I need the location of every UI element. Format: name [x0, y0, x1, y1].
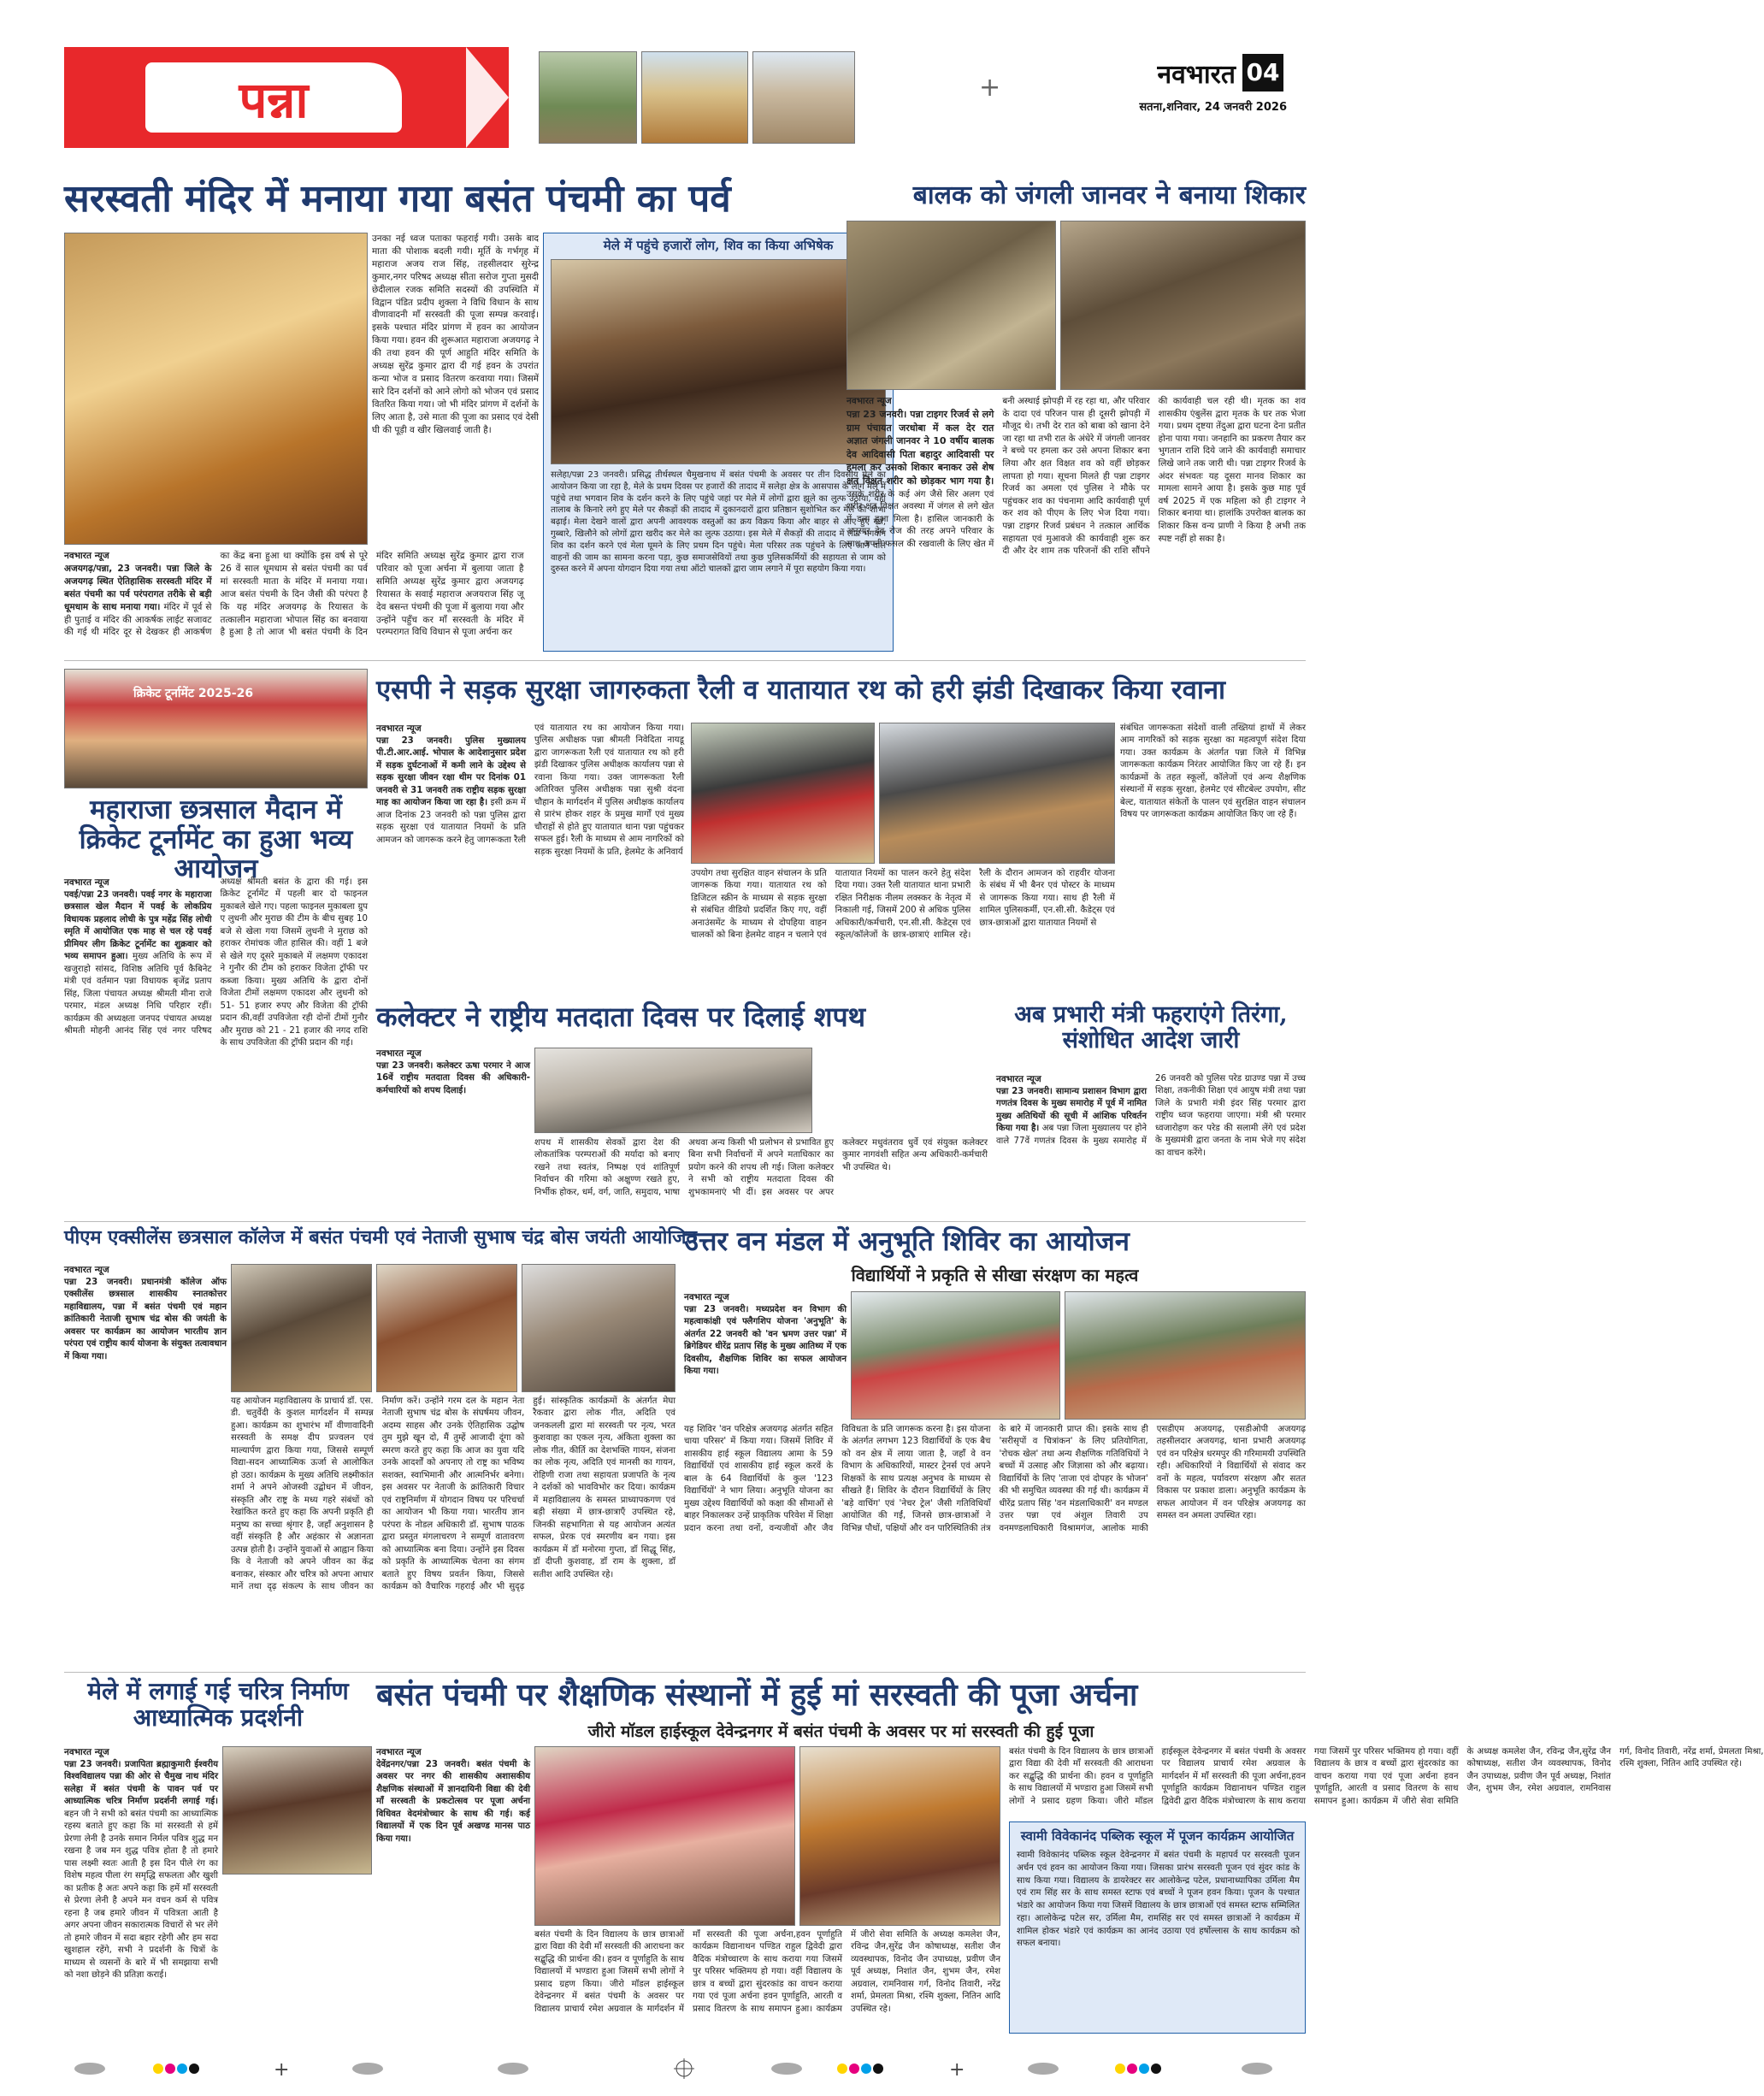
s5-photo-rally-1 — [691, 723, 875, 864]
s5-byline: नवभारत न्यूज — [376, 723, 422, 734]
s4-headline: महाराजा छत्रसाल मैदान में क्रिकेट टूर्नामेंट का हुआ भव्य आयोजन — [79, 794, 353, 885]
registration-marks-bottom — [0, 2048, 1368, 2093]
badge-arrow — [466, 47, 509, 148]
s10-lead: पन्ना 23 जनवरी। प्रजापिता ब्रह्माकुमारी ईश्वरीय विश्वविद्यालय पन्ना की ओर से चैमुख नाथ मंदिर सलेहा में बसंत पंचमी के पावन पर्व पर आध्यात्मिक चरित्र निर्माण प्रदर्शनी लगाई गई। — [64, 1759, 218, 1807]
s3-para-1: उसके शरीर के कई अंग जैसे सिर अलग एवं शरीर क्षत विक्षत अवस्था में जंगल से लगे खेत में डला हुआ मिला है। हासिल जानकारी के अनुसार देव रोज की तरह अपने परिवार के साथ अपनी फसल की रखवाली के लिए खेत में बनी अस्थाई झोपड़ी में रह रहा था, और परिवार के दादा एवं परिजन पास ही दूसरी झोपड़ी में मौजूद थे। तभी देर रात को बाबा को खाना देने जा रहा था तभी रात के अंधेरे में जंगली जानवर ने बच्चे पर हमला कर उसे अपना शिकार बना लिया और क्षत विक्षत शव को वहीं छोड़कर लापता हो गया। सूचना मिलते ही पन्ना टाइगर रिजर्व का अमला एवं पुलिस ने मौके पर पहुंचकर शव का पंचनामा आदि कार्यवाही पूर्ण कर शव को पीएम के लिए भेज दिया गया। पन्ना टाइगर रिजर्व प्रबंधन ने तत्काल आर्थिक सहायता एवं मुआवजे की कार्यवाही शुरू कर दी और देर शाम तक परिजनों की — [847, 396, 1150, 557]
s1-headline: सरस्वती मंदिर में मनाया गया बसंत पंचमी का पर्व — [64, 177, 731, 221]
s9-photo-camp-2 — [1065, 1291, 1306, 1420]
section-badge — [64, 47, 509, 148]
s5-lead: पन्ना 23 जनवरी। पुलिस मुख्यालय पी.टी.आर.आई. भोपाल के आदेशानुसार प्रदेश में सड़क दुर्घटनाओं में कमी लाने के उद्देश्य से सड़क सुरक्षा जीवन रक्षा थीम पर दिनांक 01 जनवरी से 31 जनवरी तक राष्ट्रीय सड़क सुरक्षा माह का आयोजन किया जा रहा है। — [376, 735, 526, 808]
s11-box — [1009, 1821, 1306, 2034]
svg-text:+: + — [274, 2059, 290, 2081]
s8-byline: नवभारत न्यूज — [64, 1265, 109, 1275]
masthead-photo-palace — [641, 51, 748, 144]
s3-text — [847, 395, 1306, 652]
s8-headline: पीएम एक्सीलेंस छत्रसाल कॉलेज में बसंत पंचमी एवं नेताजी सुभाष चंद्र बोस जयंती आयोजित — [64, 1226, 698, 1249]
s4-para-1: मुख्य अतिथि के रूप में खजुराहो सांसद, विशिष्ठ अतिथि पूर्व कैबिनेट मंत्री एवं वर्तमान पन्ना विधायक बृजेंद्र प्रताप सिंह, जिला पंचायत अध्यक्ष श्रीमती मीना राजे परमार, मंडल अध्यक्ष निधि परिहार रहीं। कार्यक्रम की अध्यक्षता जनपद पंचायत अध्यक्ष श्रीमती मोहनी आनंद सिंह एवं नगर परिषद अध्यक्ष श्रीमती बसंत के द्वारा की गई। इस क्रिकेट टूर्नामेंट में पहली बार दो फाइनल मुकाबले खेले गए। पहला फाइनल मुकाबला ग्रुप ए लुधनी और मुराछ की टीम के बीच सुबह 10 बजे से खेला गया जिसमें लुधनी ने मुराछ को हराकर रोमांचक जीत हासिल की। वहीं 1 बजे से खेले गए दूसरे मुकाबले में लक्षमण एकादश ने गुनौर की टीम को हराकर विजेता ट्रॉफी पर कब्जा किया। मुख्य अतिथि के द्वारा दोनों विजेता टीमों लक्षमण एकादश और लुधनी को 51- 51 हजार रुपए और विजेता की ट्रॉफी प्रदान की,वहीं उपविजेता रही दोनों टीमों गुनौर और मुराछ को 21 - 21 हजार की नगद राशि के साथ उपविजेता की ट्रॉफी प्रदान की गई। — [64, 877, 368, 1048]
s9-lead: पन्ना 23 जनवरी। मध्यप्रदेश वन विभाग की महत्वाकांक्षी एवं फ्लैगशिप योजना 'अनुभूति' के अंतर्गत 22 जनवरी को 'वन भ्रमण उत्तर पन्ना' में ब्रिगेडियर धीरेंद्र प्रताप सिंह के मुख्य आतिथ्य में एक दिवसीय, शैक्षणिक शिविर का सफल आयोजन किया गया। — [684, 1304, 847, 1377]
s10-headline: मेले में लगाई गई चरित्र निर्माण आध्यात्मिक प्रदर्शनी — [87, 1677, 349, 1733]
s5-para-1: इसी क्रम में आज दिनांक 23 जनवरी को पन्ना पुलिस द्वारा सड़क सुरक्षा एवं यातायात नियमों के प्रति आमजन को जागरूक करने हेतु जागरूकता रैली एवं यातायात रथ का आयोजन किया गया। पुलिस अधीक्षक पन्ना श्रीमती निवेदिता नायडू द्वारा जागरूकता रैली एवं यातायात रथ को हरी झंडी दिखाकर पुलिस अधीक्षक कार्यालय पन्ना से रवाना किया गया। उक्त जागरूकता रैली अतिरिक्त पुलिस अधीक्षक पन्ना सुश्री वंदना चौहान के मार्गदर्शन में पुलिस अधीक्षक कार्यालय से प्रारंभ होकर शहर के प्रमुख मार्गों एवं मुख्य चौराहों से होते हुए यातायात थाना पन्ना पहुंचकर सफल हुई। रैली के माध्यम से आम नागरिकों को सड़क सुरक्षा नियमों के प्रति, हेलमेट के अनिवार्य — [376, 723, 684, 857]
s1-para-1: मंदिर में पूर्व से ही पुताई व मंदिर की आकर्षक लाईट सजावट की गई थी मंदिर दूर से देखकर ही आकर्षण का केंद्र बना हुआ था क्योंकि इस वर्ष से पूरे 26 वें साल धूमधाम से बसंत पंचमी का पर्व मां सरस्वती माता के मंदिर में मनाया गया। आज बसंत पंचमी के दिन जैसी की परंपरा है कि यह मंदिर अजयगढ़ के रियासत के तत्कालीन महाराजा भोपाल सिंह का बनवाया है हुआ है तो आज भी बसंत पंचमी के दिन मंदिर समिति अध्यक्ष सुरेंद्र कुमार द्वारा राज परिवार को पूजा अर्चना में बुलाया जाता है समिति अध्यक्ष सुरेंद्र कुमार द्वारा अजयगढ़ रियासत के सवाई महाराज अजयराज सिंह जू देव बसन्त पंचमी की पूजा में बुलाया गया और उन्होंने पहुँच कर माँ सरस्वती के मंदिर में परम्परागत विधि विधान से पूजा अर्चना कर — [64, 551, 524, 638]
s8-para-1: यह आयोजन महाविद्यालय के प्राचार्य डॉ. एस. डी. चतुर्वेदी के कुशल मार्गदर्शन में सम्पन्न हुआ। कार्यक्रम का शुभारंभ माँ वीणावादिनी सरस्वती के समक्ष दीप प्रज्वलन एवं माल्यार्पण द्वारा किया गया, जिससे सम्पूर्ण विद्या-सदन आध्यात्मिक ऊर्जा से आलोकित हो उठा। कार्यक्रम के मुख्य अतिथि लक्ष्मीकांत शर्मा ने अपने ओजस्वी उद्बोधन में जीवन, संस्कृति और राष्ट्र के मध्य गहरे संबंधों को रेखांकित करते हुए कहा कि अपनी प्रकृति ही मनुष्य का सच्चा श्रृंगार है, जहाँ अनुशासन है वहीं संस्कृति है और अहंकार से अज्ञानता उत्पन्न होती है। उन्होंने युवाओं से आह्वान किया कि वे नेताजी को अपने जीवन का केंद्र बनाकर, संस्कार और चरित्र को अपना आधार मानें तथा दृढ़ संकल्प के साथ जीवन का निर्माण करें। उन्होंने गरम दल के महान नेता नेताजी सुभाष चंद्र बोस के संघर्षमय जीवन, अदम्य साहस और उनके ऐतिहासिक उद्घोष तुम मुझे खून दो, मैं तुम्हें आजादी दूंगा को स्मरण करते हुए कहा कि आज का युवा यदि उनके आदर्शों को अपनाए तो राष्ट्र का भविष्य सशक्त, स्वाभिमानी और आत्मनिर्भर बनेगा। इस अवसर पर नेताजी के क्रांतिकारी विचार एवं राष्ट्रनिर्माण में योगदान विषय पर परिचर्चा का आयोजन भी किया गया। भारतीय ज्ञान परंपरा के नोडल अधिकारी डॉ. सुभाष पाठक द्वारा प्रस्तुत मंगलाचरण ने सम्पूर्ण वातावरण को आध्यात्मिक बना दिया। उन्होंने इस दिवस को प्रकृति के आध्यात्मिक चेतना का संगम बताते हुए विषय प्रवर्तन किया, जिससे कार्यक्रम को वैचारिक गहराई और भी सुदृढ़ हुई। सांस्कृतिक कार्यक्रमों के अंतर्गत मेघा रैकवार द्वारा लोक गीत, अदिति एवं जनकलली द्वारा मां सरस्वती पर नृत्य, भरत कुशवाहा का एकल नृत्य, अंकिता शुक्ला का लोक गीत, कीर्ति का देशभक्ति गायन, संजना का लोक नृत्य, अदिति एवं मानसी का गायन, रोहिणी राजा तथा सहायता प्रजापति के नृत्य ने दर्शकों को भावविभोर कर दिया। कार्यक्रम में महाविद्यालय के समस्त प्राध्यापकगण एवं बड़ी संख्या में छात्र-छात्राएँ उपस्थित रहे, जिनकी सहभागिता से यह आयोजन अत्यंत सफल, प्रेरक एवं स्मरणीय बन गया। इस कार्यक्रम में डॉ मनोरमा गुप्ता, डॉ सिद्धू सिंह, डॉ दीप्ती कुशवाह, डॉ राम के शुक्ला, डॉ सतीश आदि उपस्थित रहे। — [231, 1396, 676, 1592]
page-number: 04 — [1242, 54, 1283, 92]
s1-byline: नवभारत न्यूज — [64, 551, 109, 561]
s8-photo-college-3 — [522, 1264, 676, 1392]
s3-photo-field — [847, 221, 1056, 390]
s6-photo-oath — [534, 1048, 812, 1133]
s10-text-a — [64, 1746, 218, 2033]
s6-para-1: शपथ में शासकीय सेवकों द्वारा देश की लोकतांत्रिक परम्पराओं की मर्यादा को बनाए रखने तथा स्वतंत्र, निष्पक्ष एवं शांतिपूर्ण निर्वाचन की गरिमा को अक्षुण्ण रखते हुए, निर्भीक होकर, धर्म, वर्ग, जाति, समुदाय, भाषा अथवा अन्य किसी भी प्रलोभन से प्रभावित हुए बिना सभी निर्वाचनों में अपने मताधिकार का प्रयोग करने की शपथ ली गई। जिला कलेक्टर ने सभी को राष्ट्रीय मतदाता दिवस की शुभकामनाएं भी दीं। इस अवसर पर अपर कलेक्टर मधुवंतराव धुर्वे एवं संयुक्त कलेक्टर कुमार नागवंशी सहित अन्य अधिकारी-कर्मचारी भी उपस्थित थे। — [534, 1138, 988, 1197]
s9-para-1: यह शिविर 'वन परिक्षेत्र अजयगढ़ अंतर्गत सहित चाया परिसर' में किया गया। जिसमें शिविर में शासकीय हाई स्कूल विद्यालय आमा के 59 विद्यार्थियों एवं शासकीय हाई स्कूल करवें के बाल के 64 विद्यार्थियों के कुल '123 विद्यार्थियों' ने भाग लिया। अनुभूति योजना का मुख्य उद्देश्य विद्यार्थियों को कक्षा की सीमाओं से बाहर निकालकर उन्हें प्राकृतिक परिवेश में शिक्षा प्रदान करना तथा वनों, वन्यजीवों और जैव विविधता के प्रति जागरूक करना है। इस योजना के अंतर्गत लगभग 123 विद्यार्थियों के एक बैच को वन क्षेत्र में लाया जाता है, जहाँ वे वन विभाग के अधिकारियों, मास्टर ट्रेनर्स एवं अपने शिक्षकों के साथ प्रत्यक्ष अनुभव के माध्यम से सीखते हैं। शिविर के दौरान विद्यार्थियों के लिए 'बड़े वाचिंग' एवं 'नेचर ट्रेल' जैसी गतिविधियाँ आयोजित की गईं, जिनसे छात्र-छात्राओं ने विभिन्न पौधों, पक्षियों और वन पारिस्थितिकी तंत्र के बारे में जानकारी प्राप्त की। इसके साथ ही 'सरीसृपों व चित्रांकन' के लिए प्रतियोगिता, 'रोचक खेल' तथा अन्य शैक्षणिक गतिविधियों ने बच्चों में उत्साह और जिज्ञासा को और बढ़ाया। विद्यार्थियों के लिए 'ताजा एवं दोपहर के भोजन' की भी समुचित व्यवस्था की गई थी। कार्यक्रम में धीरेंद्र प्रताप सिंह 'वन मंडलाधिकारी' वन मण्डल उत्तर पन्ना एवं अंशुल तिवारी उप वनमण्डलाधिकारी विश्रामगंज, आलोक माकी एसडीएम अजयगढ़, एसडीओपी अजयगढ़ तहसीलदार अजयगढ़, थाना प्रभारी अजयगढ़ एवं वन परिक्षेत्र धरमपुर की गरिमामयी उपस्थिति रही। अधिकारियों ने विद्यार्थियों से संवाद कर वनों के महत्व, पर्यावरण संरक्षण और सतत विकास पर प्रकाश डाला। अनुभूति कार्यक्रम के सफल आयोजन में वन परिक्षेत्र अजयगढ़ का समस्त वन अमला उपस्थित रहा। — [684, 1425, 1306, 1533]
s4-photo-cricket — [64, 669, 368, 788]
rule-1 — [64, 660, 1306, 661]
s11-box-title: स्वामी विवेकानंद पब्लिक स्कूल में पूजन कार्यक्रम आयोजित — [1020, 1828, 1295, 1844]
s5-text-a — [376, 723, 684, 996]
s9-photo-camp-1 — [851, 1291, 1060, 1420]
s5-text-c — [1120, 723, 1306, 996]
rule-3 — [64, 1672, 1306, 1673]
rule-2 — [64, 1221, 1306, 1222]
s6-byline: नवभारत न्यूज — [376, 1048, 422, 1059]
s3-headline: बालक को जंगली जानवर ने बनाया शिकार — [912, 180, 1306, 210]
s5-para-2: उपयोग तथा सुरक्षित वाहन संचालन के प्रति जागरूक किया गया। यातायात रथ को डिजिटल स्क्रीन के माध्यम से सड़क सुरक्षा से संबंधित वीडियो प्रदर्शित किए गए, वहीं अनाउंसमेंट के माध्यम से दोपहिया वाहन चालकों को बिना हेलमेट वाहन न चलाने एवं यातायात नियमों का पालन करने हेतु संदेश दिया गया। उक्त रैली यातायात थाना प्रभारी रक्षित निरीक्षक नीलम लक्स्कर के नेतृत्व में निकाली गई, जिसमें 200 से अधिक पुलिस अधिकारी/कर्मचारी, एन.सी.सी. कैडेट्स एवं स्कूल/कॉलेजों के छात्र-छात्राएं शामिल रहे। रैली के दौरान आमजन को राहवीर योजना के संबंध में भी बैनर एवं पोस्टर के माध्यम से जागरूक किया गया। साथ ही रैली में शामिल पुलिसकर्मी, एन.सी.सी. कैडेट्स एवं छात्र-छात्राओं द्वारा यातायात नियमों से — [691, 869, 1115, 941]
s3-para-2: राशि सौंपने की कार्यवाही चल रही थी। मृतक का शव शासकीय एंबुलेंस द्वारा मृतक के घर तक भेजा गया। प्रथम दृष्टया तेंदुआ द्वारा घटना देना प्रतीत होना पाया गया। जनहानि का प्रकरण तैयार कर भुगतान राशि दिये जाने की कार्यवाही समाचार लिखे जाने तक जारी थी। पन्ना टाइगर रिजर्व के अंदर संभवतः यह दूसरा मानव शिकार का मामला सामने आया है। इसके कुछ माह पूर्व वर्ष 2025 में एक महिला को ही टाइगर ने शिकार बनाया था। हालांकि उपरोक्त बालक का शिकार किस वन्य प्राणी ने किया है अभी तक स्पष्ट नहीं हो सका है। — [1113, 396, 1306, 557]
s6-text-a — [376, 1048, 530, 1214]
s4-text — [64, 877, 368, 1137]
masthead-photo-temple — [752, 51, 855, 144]
paper-name: नवभारत — [1157, 60, 1236, 90]
s11-lead: देवेंद्रनगर/पन्ना 23 जनवरी। बसंत पंचमी के अवसर पर नगर की शासकीय अशासकीय शैक्षणिक संस्थाओं में ज्ञानदायिनी विद्या की देवी माँ सरस्वती के प्रकटोत्सव पर पूजा अर्चना विधिवत वेदमंत्रोच्चार के साथ की गई। कई विद्यालयों में एक दिन पूर्व अखण्ड मानस पाठ किया गया। — [376, 1759, 530, 1844]
s10-photo-exhibition — [222, 1746, 372, 1875]
s11-subtitle: जीरो मॉडल हाईस्कूल देवेन्द्रनगर में बसंत पंचमी के अवसर पर मां सरस्वती की हुई पूजा — [587, 1722, 1094, 1741]
s7-headline: अब प्रभारी मंत्री फहराएंगे तिरंगा, संशोधित आदेश जारी — [1014, 1001, 1288, 1054]
s11-text-c — [1009, 1746, 1764, 1816]
s11-text-b — [534, 1929, 1000, 2034]
s3-lead: पन्ना 23 जनवरी। पन्ना टाइगर रिजर्व से लगे ग्राम पंचायत जरधोबा में कल देर रात अज्ञात जंगली जानवर ने 10 वर्षीय बालक देव आदिवासी पिता बहादुर आदिवासी पर हमला कर उसको शिकार बनाकर उसे शेष क्षत विक्षत शरीर को छोड़कर भाग गया है। — [847, 408, 994, 487]
s3-photo-crowd — [1060, 221, 1306, 390]
s8-lead: पन्ना 23 जनवरी। प्रधानमंत्री कॉलेज ऑफ एक्सीलेंस छत्रसाल शासकीय स्नातकोत्तर महाविद्यालय, पन्ना में बसंत पंचमी एवं महान क्रांतिकारी नेताजी सुभाष चंद्र बोस की जयंती के अवसर पर कार्यक्रम का आयोजन भारतीय ज्ञान परंपरा एवं राष्ट्रीय कार्य योजना के संयुक्त तत्वावधान में किया गया। — [64, 1277, 227, 1361]
s3-byline: नवभारत न्यूज — [847, 396, 892, 406]
s9-subtitle: विद्यार्थियों ने प्रकृति से सीखा संरक्षण का महत्व — [851, 1265, 1139, 1285]
crosshair-mark: + — [979, 73, 1001, 103]
s10-byline: नवभारत न्यूज — [64, 1747, 109, 1757]
s1-lead: अजयगढ़/पन्ना, 23 जनवरी। पन्ना जिले के अजयगढ़ स्थित ऐतिहासिक सरस्वती मंदिर में बसंत पंचमी का पर्व परंपरागत तरीके से बड़ी धूमधाम के साथ मनाया गया। — [64, 563, 212, 612]
s2-photo-fair — [551, 259, 886, 464]
s8-photo-college-2 — [376, 1264, 517, 1392]
s1-para-2: उनका नई ध्वज पताका फहराई गयी। उसके बाद माता की पोशाक बदली गयी। मूर्ति के गर्भगृह में महाराज अजय राज सिंह, तहसीलदार सुरेन्द्र कुमार,नगर परिषद अध्यक्ष सीता सरोज गुप्ता मुसदी छेदीलाल रजक समिति सदस्यों की उपस्थिति में विद्वान पंडित प्रदीप शुक्ला ने विधि विधान के साथ वीणावादनी माँ सरस्वती की पूजा सम्पन्न करवाई। इसके पश्चात मंदिर प्रांगण में हवन का आयोजन किया गया। हवन की शुरूआत महाराजा अजयगढ़ ने की तथा हवन की पूर्ण आहुति मंदिर समिति के अध्यक्ष सुरेंद्र कुमार द्वारा दी गई हवन के उपरांत कन्या भोज व प्रसाद वितरण करवाया गया। जिसमें सारे दिन दर्शनों को आने लोगो को भोजन एवं प्रसाद वितरित किया गया। जो भी मंदिर प्रांगण में दर्शनों के लिए आता है, उसे माता की पूजा का प्रसाद एवं देसी घी की पूड़ी व खीर खिलवाई जाती है। — [372, 233, 539, 435]
s4-banner-text: क्रिकेट टूर्नामेंट 2025-26 — [133, 687, 254, 700]
s5-photo-rally-2 — [879, 723, 1115, 864]
s11-headline: बसंत पंचमी पर शैक्षणिक संस्थानों में हुई मां सरस्वती की पूजा अर्चना — [376, 1677, 1138, 1713]
s6-lead: पन्ना 23 जनवरी। कलेक्टर ऊषा परमार ने आज 16वें राष्ट्रीय मतदाता दिवस की अधिकारी-कर्मचारियों को शपथ दिलाई। — [376, 1060, 530, 1095]
s2-box — [543, 233, 894, 652]
s7-byline: नवभारत न्यूज — [996, 1074, 1041, 1084]
s9-byline: नवभारत न्यूज — [684, 1292, 729, 1302]
s1-photo-temple — [64, 233, 368, 545]
s4-lead: पवई/पन्ना 23 जनवरी। पवई नगर के महाराजा छत्रसाल खेल मैदान में पवई के लोकप्रिय विधायक प्रहलाद लोधी के पुत्र महेंद्र सिंह लोधी स्मृति में आयोजित एक माह से चल रहे पवई प्रीमियर लीग क्रिकेट टूर्नामेंट का शुक्रवार को भव्य समापन हुआ। — [64, 889, 212, 962]
masthead-photo-forest — [539, 51, 637, 144]
s5-text-b — [691, 868, 1115, 996]
s1-text-left — [64, 550, 524, 651]
dateline: सतना,शनिवार, 24 जनवरी 2026 — [1139, 101, 1287, 114]
section-name: पन्ना — [239, 70, 309, 129]
s1-text-right — [372, 233, 539, 650]
color-bars — [0, 2048, 1368, 2093]
s9-headline: उत्तर वन मंडल में अनुभूति शिविर का आयोजन — [684, 1226, 1130, 1257]
s8-text-a — [64, 1264, 227, 1666]
s5-headline: एसपी ने सड़क सुरक्षा जागरुकता रैली व यातायात रथ को हरी झंडी दिखाकर किया रवाना — [376, 675, 1226, 706]
s6-text-b — [534, 1137, 988, 1214]
s2-text: सलेहा/पन्ना 23 जनवरी। प्रसिद्ध तीर्थस्थल चैमुखनाथ में बसंत पंचमी के अवसर पर तीन दिवसीय मेले का आयोजन किया जा रहा है, मेले के प्रथम दिवस पर हजारों की तादाद में सलेहा क्षेत्र के आसपास के लोग मेले में पहुंचे तथा भगवान शिव के दर्शन करने के लिए पहुंचे जहां पर मेले में लोगों द्वारा झूले का लुत्फ उठाया, वहीं तालाब के किनारे लगे हुए मेले पर सैकड़ों की तादाद में दुकानदारों द्वारा प्रतिष्ठान सुशोभित कर मेले की शोभा बढ़ाई। मेला देखने वालों द्वारा अपनी आवश्यक वस्तुओं का क्रय विक्रय किया और बाहर से आए हुए गन्ने, गुब्बारे, खिलौने को लोगों द्वारा खरीद कर मेले का लुत्फ उठाया। इस मेले में सैकड़ों की तादाद में लोग भगवान शिव का दर्शन करने एवं मेला घूमने के लिए प्रथम दिन पहुंचे। मेला परिसर तक पहुंचने के लिए आने वाले वाहनों की जाम का सामना करना पड़ा, कुछ समाजसेवियों तथा कुछ पुलिसकर्मियों की सहायता से जाम को दुरुस्त करने में अपना योगदान दिया गया तथा ऑटो चालकों द्वारा जाम लगाने में पूरा सहयोग किया गया। — [551, 470, 886, 575]
s2-box-title: मेले में पहुंचे हजारों लोग, शिव का किया अभिषेक — [603, 238, 834, 253]
s7-text — [996, 1073, 1306, 1214]
registration-marks-top — [0, 0, 1368, 34]
s9-text-a — [684, 1291, 847, 1428]
s7-lead: पन्ना 23 जनवरी। सामान्य प्रशासन विभाग द्वारा गणतंत्र दिवस के मुख्य समारोह में पूर्व में नामित मुख्य अतिथियों की सूची में आंशिक परिवर्तन किया गया है। — [996, 1086, 1147, 1134]
s9-text-b — [684, 1424, 1306, 1666]
s6-headline: कलेक्टर ने राष्ट्रीय मतदाता दिवस पर दिलाई शपथ — [376, 1001, 866, 1033]
section-badge-inner — [145, 62, 402, 133]
s8-photo-college-1 — [231, 1264, 372, 1392]
s10-para-1: बहन जी ने सभी को बसंत पंचमी का आध्यात्मिक रहस्य बताते हुए कहा कि मां सरस्वती से हमें प्रेरणा लेनी है उनके समान निर्मल पवित्र शुद्ध मन रखना है जब मन शुद्ध पवित्र होता है तो हमारे पास लक्ष्मी स्वतः आती है इस दिन पीले रंग का विशेष महत्व पीला रंग समृद्धि सफलता और खुशी का प्रतीक है अतः अपने कहा कि हमें माँ सरस्वती से प्रेरणा लेनी है अपने मन वचन कर्म से पवित्र रहना है जब हमारे जीवन में पवित्रता आती है अगर अपना जीवन सकारात्मक विचारों से भर लेंगे तो हमारे जीवन में सदा बहार रहेगी और हम सदा खुशहाल रहेंगे, सभी ने प्रदर्शनी के चित्रों के माध्यम से व्यसनों के बारे में भी समझाया सभी को नशा छोड़ने की प्रतिज्ञा कराई। — [64, 1809, 218, 1981]
s11-byline: नवभारत न्यूज — [376, 1747, 422, 1757]
s11-photo-students — [534, 1746, 795, 1926]
s11-para-1: बसंत पंचमी के दिन विद्यालय के छात्र छात्राओं द्वारा विद्या की देवी माँ सरस्वती की आराधना कर सद्बुद्धि की प्रार्थना की। हवन व पूर्णाहुति के साथ विद्यालयों में भण्डारा हुआ जिसमें सभी लोगों ने प्रसाद ग्रहण किया। जीरो मॉडल हाईस्कूल देवेन्द्रनगर में बसंत पंचमी के अवसर पर विद्यालय प्राचार्य रमेश अग्रवाल के मार्गदर्शन में माँ सरस्वती की पूजा अर्चना,हवन पूर्णाहुति कार्यक्रम विद्यानाथन पण्डित राहुल द्विवेदी द्वारा वैदिक मंत्रोच्चारण के साथ कराया गया जिसमें पुर परिसर भक्तिमय हो गया। वहीं विद्यालय के छात्र व बच्चों द्वारा सुंदरकांड का वाचन कराया गया एवं पूजा अर्चना हवन पूर्णाहुति, आरती व प्रसाद वितरण के साथ समापन हुआ। कार्यक्रम में जीरो सेवा समिति के अध्यक्ष कमलेश जैन, रविन्द्र जैन,सुरेंद्र जैन कोषाध्यक्ष, सतीश जैन व्यवस्थापक, विनोद जैन उपाध्यक्ष, प्रवीण जैन पूर्व अध्यक्ष, निशांत जैन, शुभम जैन, रमेश अग्रवाल, रामनिवास गर्ग, विनोद तिवारी, नरेंद्र शर्मा, प्रेमलता मिश्रा, रश्मि शुक्ला, नितिन आदि उपस्थित रहे। — [534, 1930, 1000, 2014]
s11-text-a — [376, 1746, 530, 2033]
s5-para-3: संबंधित जागरूकता संदेशों वाली तख्तियां हाथों में लेकर आम नागरिकों को सड़क सुरक्षा का महत्वपूर्ण संदेश दिया गया। उक्त कार्यक्रम के अंतर्गत पन्ना जिले में विभिन्न जागरूकता कार्यक्रम निरंतर आयोजित किए जा रहे हैं। इन कार्यक्रमों के तहत स्कूलों, कॉलेजों एवं अन्य शैक्षणिक संस्थानों में सड़क सुरक्षा, हेलमेट एवं सीटबेल्ट उपयोग, सीट बेल्ट, यातायात संकेतों के पालन एवं सुरक्षित वाहन संचालन विषय पर जागरूकता कार्यक्रम आयोजित किए जा रहे हैं। — [1120, 723, 1306, 820]
masthead — [64, 47, 1306, 150]
s7-para-1: अब पन्ना जिला मुख्यालय पर होने वाले 77वें गणतंत्र दिवस के मुख्य समारोह में 26 जनवरी को पुलिस परेड ग्राउण्ड पन्ना में उच्च शिक्षा, तकनीकी शिक्षा एवं आयुष मंत्री तथा पन्ना जिले के प्रभारी मंत्री इंदर सिंह परमार द्वारा राष्ट्रीय ध्वज फहराया जाएगा। मंत्री श्री परमार ध्वजारोहण कर परेड की सलामी लेंगे एवं प्रदेश के मुख्यमंत्री द्वारा जनता के नाम भेजे गए संदेश का वाचन करेंगे। — [996, 1074, 1306, 1158]
s4-byline: नवभारत न्यूज — [64, 877, 109, 888]
svg-text:+: + — [949, 2059, 965, 2081]
s11-photo-puja — [799, 1746, 1000, 1926]
s11-para-1b: बसंत पंचमी के दिन विद्यालय के छात्र छात्राओं द्वारा विद्या की देवी माँ सरस्वती की आराधना कर सद्बुद्धि की प्रार्थना की। हवन व पूर्णाहुति के साथ विद्यालयों में भण्डारा हुआ जिसमें सभी लोगों ने प्रसाद ग्रहण किया। जीरो मॉडल हाईस्कूल देवेन्द्रनगर में बसंत पंचमी के अवसर पर विद्यालय प्राचार्य रमेश अग्रवाल के मार्गदर्शन में माँ सरस्वती की पूजा अर्चना,हवन पूर्णाहुति कार्यक्रम विद्यानाथन पण्डित राहुल द्विवेदी द्वारा वैदिक मंत्रोच्चारण के साथ कराया गया जिसमें पुर परिसर भक्तिमय हो गया। वहीं विद्यालय के छात्र व बच्चों द्वारा सुंदरकांड का वाचन कराया गया एवं पूजा अर्चना हवन पूर्णाहुति, आरती व प्रसाद वितरण के साथ समापन हुआ। कार्यक्रम में जीरो सेवा समिति के अध्यक्ष कमलेश जैन, रविन्द्र जैन,सुरेंद्र जैन कोषाध्यक्ष, सतीश जैन व्यवस्थापक, विनोद जैन उपाध्यक्ष, प्रवीण जैन पूर्व अध्यक्ष, निशांत जैन, शुभम जैन, रमेश अग्रवाल, रामनिवास गर्ग, विनोद तिवारी, नरेंद्र शर्मा, प्रेमलता मिश्रा, रश्मि शुक्ला, नितिन आदि उपस्थित रहे। — [1009, 1747, 1764, 1806]
s8-text-b — [231, 1396, 676, 1666]
s11-box-text: स्वामी विवेकानंद पब्लिक स्कूल देवेन्द्रनगर में बसंत पंचमी के महापर्व पर सरस्वती पूजन अर्चन एवं हवन का आयोजन किया गया। जिसका प्रारंभ सरस्वती पूजन एवं सुंदर कांड के साथ किया गया। विद्यालय के डायरेक्टर सर आलोकेन्द्र पटेल, प्रधानाध्यापिका उर्मिला मैम एवं राम सिंह सर के साथ समस्त स्टाफ एवं बच्चों ने पूजन हवन किया। पूजन के पश्चात भंडारे का आयोजन किया गया जिसमें विद्यालय के छात्र छात्राओं एवं समस्त स्टाफ सम्मिलित रहा। आलोकेन्द्र पटेल सर, उर्मिला मैम, रामसिंह सर एवं समस्त छात्राओं ने कार्यक्रम में शामिल होकर भंडारे एवं कार्यक्रम का आनंद उठाया एवं हर्षोल्लास के साथ कार्यक्रम को सफल बनाया। — [1017, 1851, 1300, 1949]
